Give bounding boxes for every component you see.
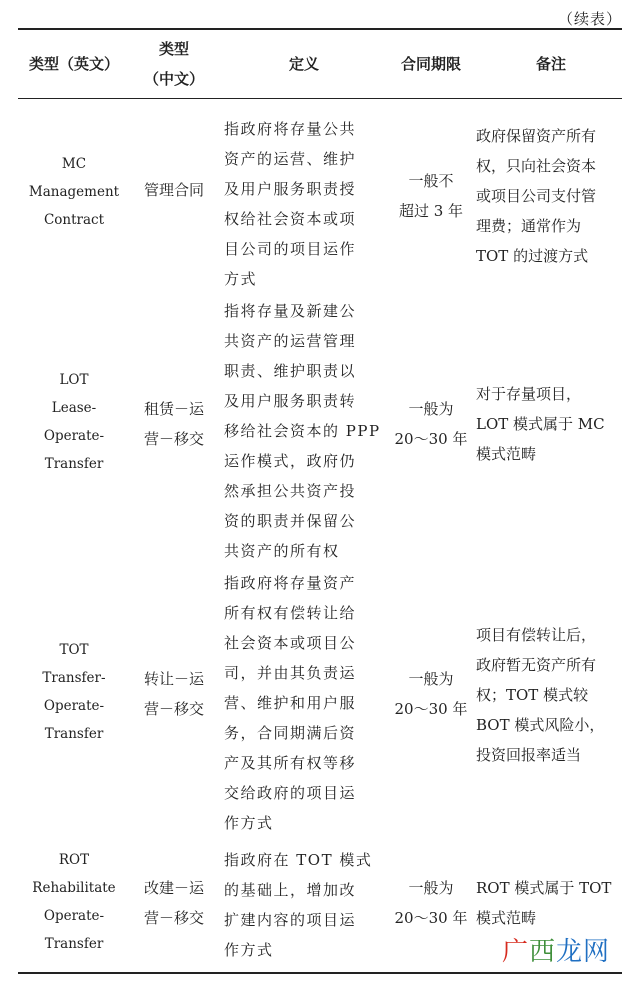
cell-type-cn-line: 营－移交 <box>143 700 204 718</box>
cell-term-line: 一般为 <box>408 670 454 688</box>
cell-definition-line: 资产的运营、维护 <box>224 150 357 168</box>
cell-definition-line: 资的职责并保留公 <box>224 512 357 530</box>
cell-definition <box>224 296 384 566</box>
cell-definition <box>224 568 384 838</box>
cell-type-cn-line: 转让－运 <box>143 670 204 688</box>
cell-definition-line: 所有权有偿转让给 <box>224 604 357 622</box>
cell-type-en-line: MC <box>61 156 87 172</box>
cell-notes-line: 政府暂无资产所有 <box>476 656 597 674</box>
cell-notes-line: 权；TOT 模式较 <box>476 686 589 704</box>
cell-definition-line: 扩建内容的项目运 <box>224 911 357 929</box>
header-notes: 备注 <box>535 55 566 73</box>
cell-definition-line: 权给社会资本或项 <box>224 210 357 228</box>
cell-notes-line: 投资回报率适当 <box>476 746 582 764</box>
cell-type-en-line: Transfer <box>44 456 104 472</box>
cell-term-line: 一般为 <box>408 400 454 418</box>
cell-notes-line: 项目有偿转让后， <box>476 626 597 644</box>
cell-definition-line: 指政府将存量资产 <box>224 574 357 592</box>
cell-notes <box>476 620 626 770</box>
cell-definition-line: 然承担公共资产投 <box>224 482 357 500</box>
header-type-cn-line1: 类型 <box>158 40 189 58</box>
cell-notes-line: 或项目公司支付管 <box>476 187 597 205</box>
cell-notes-line: TOT 的过渡方式 <box>476 247 589 265</box>
cell-notes-line: 理费；通常作为 <box>476 217 582 235</box>
cell-definition-line: 司，并由其负责运 <box>224 664 357 682</box>
cell-term <box>392 394 470 454</box>
header-type-en: 类型（英文） <box>28 55 119 73</box>
cell-definition-line: 移给社会资本的 PPP <box>224 422 381 440</box>
cell-type-en-line: Operate- <box>43 698 105 714</box>
cell-definition-line: 交给政府的项目运 <box>224 784 357 802</box>
cell-notes-line: 模式范畴 <box>476 445 537 463</box>
cell-type-en-line: Lease- <box>51 400 97 416</box>
cell-type-en-line: Operate- <box>43 908 105 924</box>
cell-type-en-line: Rehabilitate <box>32 880 116 896</box>
cell-definition-line: 及用户服务职责转 <box>224 392 357 410</box>
watermark-char: 龙 <box>555 937 583 967</box>
cell-definition-line: 的基础上，增加改 <box>224 881 357 899</box>
cell-definition-line: 作方式 <box>224 814 274 832</box>
cell-term-line: 一般不 <box>408 172 454 190</box>
cell-type-en-line: Transfer <box>44 936 104 952</box>
cell-type-en <box>22 636 126 748</box>
cell-term-line: 20～30 年 <box>394 430 468 448</box>
cell-definition <box>224 845 384 965</box>
cell-type-cn-line: 租赁－运 <box>143 400 204 418</box>
cell-term-line: 20～30 年 <box>394 700 468 718</box>
cell-type-en-line: Management <box>28 184 120 200</box>
cell-type-cn <box>134 394 214 454</box>
cell-definition-line: 共资产的运营管理 <box>224 332 357 350</box>
cell-type-cn <box>134 175 214 205</box>
cell-notes-line: 模式范畴 <box>476 909 537 927</box>
cell-definition <box>224 114 384 294</box>
cell-definition-line: 社会资本或项目公 <box>224 634 357 652</box>
cell-type-en <box>22 846 126 958</box>
cell-notes-line: BOT 模式风险小， <box>476 716 605 734</box>
cell-notes <box>476 121 626 271</box>
cell-definition-line: 指政府在 TOT 模式 <box>224 851 373 869</box>
cell-type-cn <box>134 873 214 933</box>
header-type-cn-line2: （中文） <box>143 70 204 88</box>
cell-type-en-line: Operate- <box>43 428 105 444</box>
cell-definition-line: 营、维护和用户服 <box>224 694 357 712</box>
cell-definition-line: 指将存量及新建公 <box>224 302 357 320</box>
cell-type-cn-line: 营－移交 <box>143 430 204 448</box>
header-definition: 定义 <box>288 55 319 73</box>
cell-type-en-line: Contract <box>43 212 105 228</box>
cell-term-line: 20～30 年 <box>394 909 468 927</box>
table-top-rule <box>18 28 622 30</box>
cell-definition-line: 指政府将存量公共 <box>224 120 357 138</box>
cell-type-cn-line: 改建－运 <box>143 879 204 897</box>
cell-notes-line: 权，只向社会资本 <box>476 157 597 175</box>
cell-type-en <box>22 150 126 234</box>
cell-definition-line: 运作模式，政府仍 <box>224 452 357 470</box>
header-bottom-rule <box>18 98 622 99</box>
cell-definition-line: 共资产的所有权 <box>224 542 340 560</box>
cell-definition-line: 务，合同期满后资 <box>224 724 357 742</box>
watermark-char: 广 <box>501 937 529 967</box>
cell-type-cn-line: 营－移交 <box>143 909 204 927</box>
table-bottom-rule <box>18 972 622 974</box>
cell-definition-line: 职责、维护职责以 <box>224 362 357 380</box>
cell-type-cn <box>134 664 214 724</box>
cell-type-en-line: LOT <box>59 372 89 388</box>
header-term: 合同期限 <box>400 55 461 73</box>
continued-label: （续表） <box>557 10 622 28</box>
cell-definition-line: 产及其所有权等移 <box>224 754 357 772</box>
cell-definition-line: 作方式 <box>224 941 274 959</box>
cell-type-cn-line: 管理合同 <box>143 181 204 199</box>
cell-type-en-line: ROT <box>58 852 90 868</box>
cell-term-line: 一般为 <box>408 879 454 897</box>
watermark-char: 西 <box>528 937 556 967</box>
cell-term <box>392 873 470 933</box>
cell-definition-line: 目公司的项目运作 <box>224 240 357 258</box>
cell-term-line: 超过 3 年 <box>398 202 464 220</box>
cell-notes <box>476 873 626 933</box>
cell-type-en-line: TOT <box>59 642 89 658</box>
cell-notes <box>476 379 626 469</box>
cell-type-en-line: Transfer- <box>42 670 106 686</box>
cell-term <box>392 166 470 226</box>
cell-type-en <box>22 366 126 478</box>
watermark <box>502 931 610 968</box>
cell-notes-line: LOT 模式属于 MC <box>476 415 605 433</box>
header-type-cn <box>134 34 214 94</box>
cell-term <box>392 664 470 724</box>
cell-notes-line: 对于存量项目， <box>476 385 582 403</box>
cell-notes-line: 政府保留资产所有 <box>476 127 597 145</box>
cell-notes-line: ROT 模式属于 TOT <box>476 879 612 897</box>
cell-definition-line: 方式 <box>224 270 258 288</box>
watermark-char: 网 <box>582 937 610 967</box>
cell-type-en-line: Transfer <box>44 726 104 742</box>
cell-definition-line: 及用户服务职责授 <box>224 180 357 198</box>
